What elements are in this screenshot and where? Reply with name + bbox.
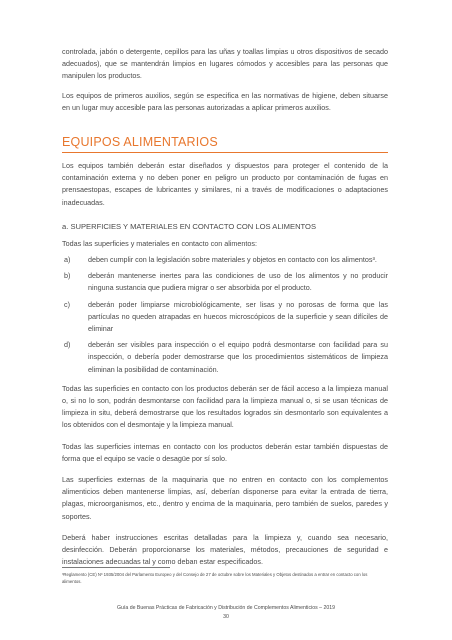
- footnote-divider: [62, 567, 170, 568]
- body-paragraph-3: Las superficies externas de la maquinaria que no entren en contacto con los complementos alimenticios deben mantenerse limpias, así, deberían disponerse para evitar la entrada de tierra, plagas, microorganismos, etc., dentro y encima de la maquinaria, pero también de suelos, paredes y soportes.: [62, 475, 388, 521]
- subsection-lead: Todas las superficies y materiales en contacto con alimentos:: [62, 238, 257, 248]
- section-paragraph-1: Los equipos también deberán estar diseñados y dispuestos para proteger el contenido de la contaminación externa y no deben poner en peligro un producto por contaminación de fugas en prensaestopas, escapes de lubricantes y similares, ni a través de modificaciones o adaptaciones inadecuadas.: [62, 161, 388, 207]
- subsection-title: a. SUPERFICIES Y MATERIALES EN CONTACTO CON LOS ALIMENTOS: [62, 221, 317, 231]
- list-item: [62, 270, 388, 294]
- body-paragraph-4: Deberá haber instrucciones escritas detalladas para la limpieza y, cuando sea necesario, desinfección. Deberán proporcionarse los materiales, métodos, precauciones de seguridad e instalaciones adecuadas tal y como deban estar especificados.: [62, 532, 388, 567]
- section-title-underline: [62, 152, 388, 153]
- footer-title: Guía de Buenas Prácticas de Fabricación y Distribución de Complementos Alimenticios – 2019: [117, 605, 335, 611]
- list-item-text: deberán mantenerse inertes para las condiciones de uso de los alimentos y no producir ninguna sustancia que pudiera migrar o ser absorbida por el producto.: [88, 271, 388, 293]
- footnote: ³Reglamento (CE) Nº 1935/2004 del Parlamento Europeo y del Consejo de 27 de octubre sobre los Materiales y Objetos destinados a entrar en contacto con los alimentos.: [62, 572, 368, 584]
- list-item-text: deben cumplir con la legislación sobre materiales y objetos en contacto con los alimentos³.: [88, 255, 377, 265]
- body-paragraph-2: Todas las superficies internas en contacto con los productos deberán estar también dispuestas de forma que el equipo se vacíe o desagüe por sí solo.: [62, 441, 388, 463]
- list-item-marker: d): [64, 340, 71, 350]
- intro-paragraph-2: Los equipos de primeros auxilios, según se especifica en las normativas de higiene, deben situarse en un lugar muy accesible para las personas autorizadas a aplicar primeros auxilios.: [62, 90, 388, 112]
- list-item: [62, 339, 388, 376]
- body-paragraph-1: Todas las superficies en contacto con los productos deberán ser de fácil acceso a la limpieza manual o, si no lo son, podrán desmontarse con facilidad para la limpieza manual o, si se usan técnicas de limpieza in situ, deberá demostrarse que los resultados logrados sin desmontarlo son equivalentes a los obtenidos con el desmontaje y la limpieza manual.: [62, 383, 388, 430]
- requirements-list: [62, 254, 388, 376]
- page-body: [62, 46, 388, 569]
- list-item-marker: b): [64, 271, 71, 281]
- list-item-marker: a): [64, 255, 71, 265]
- page-number: 30: [223, 614, 229, 620]
- list-item: [62, 254, 388, 266]
- section-title: EQUIPOS ALIMENTARIOS: [62, 135, 218, 150]
- list-item-text: deberán ser visibles para inspección o el equipo podrá desmontarse con facilidad para su inspección, o debería poder demostrarse que los procedimientos sistemáticos de limpieza eliminan la posibilidad de contaminación.: [88, 340, 388, 374]
- list-item: [62, 299, 388, 336]
- list-item-text: deberán poder limpiarse microbiológicamente, ser lisas y no porosas de forma que las partículas no queden atrapadas en huecos microscópicos de la superficie y sean difíciles de eliminar: [88, 299, 388, 334]
- intro-paragraph-1: controlada, jabón o detergente, cepillos para las uñas y toallas limpias u otros dispositivos de secado adecuados), que se mantendrán limpios en lugares cómodos y accesibles para las personas que manipulen los productos.: [62, 47, 388, 81]
- list-item-marker: c): [64, 299, 70, 309]
